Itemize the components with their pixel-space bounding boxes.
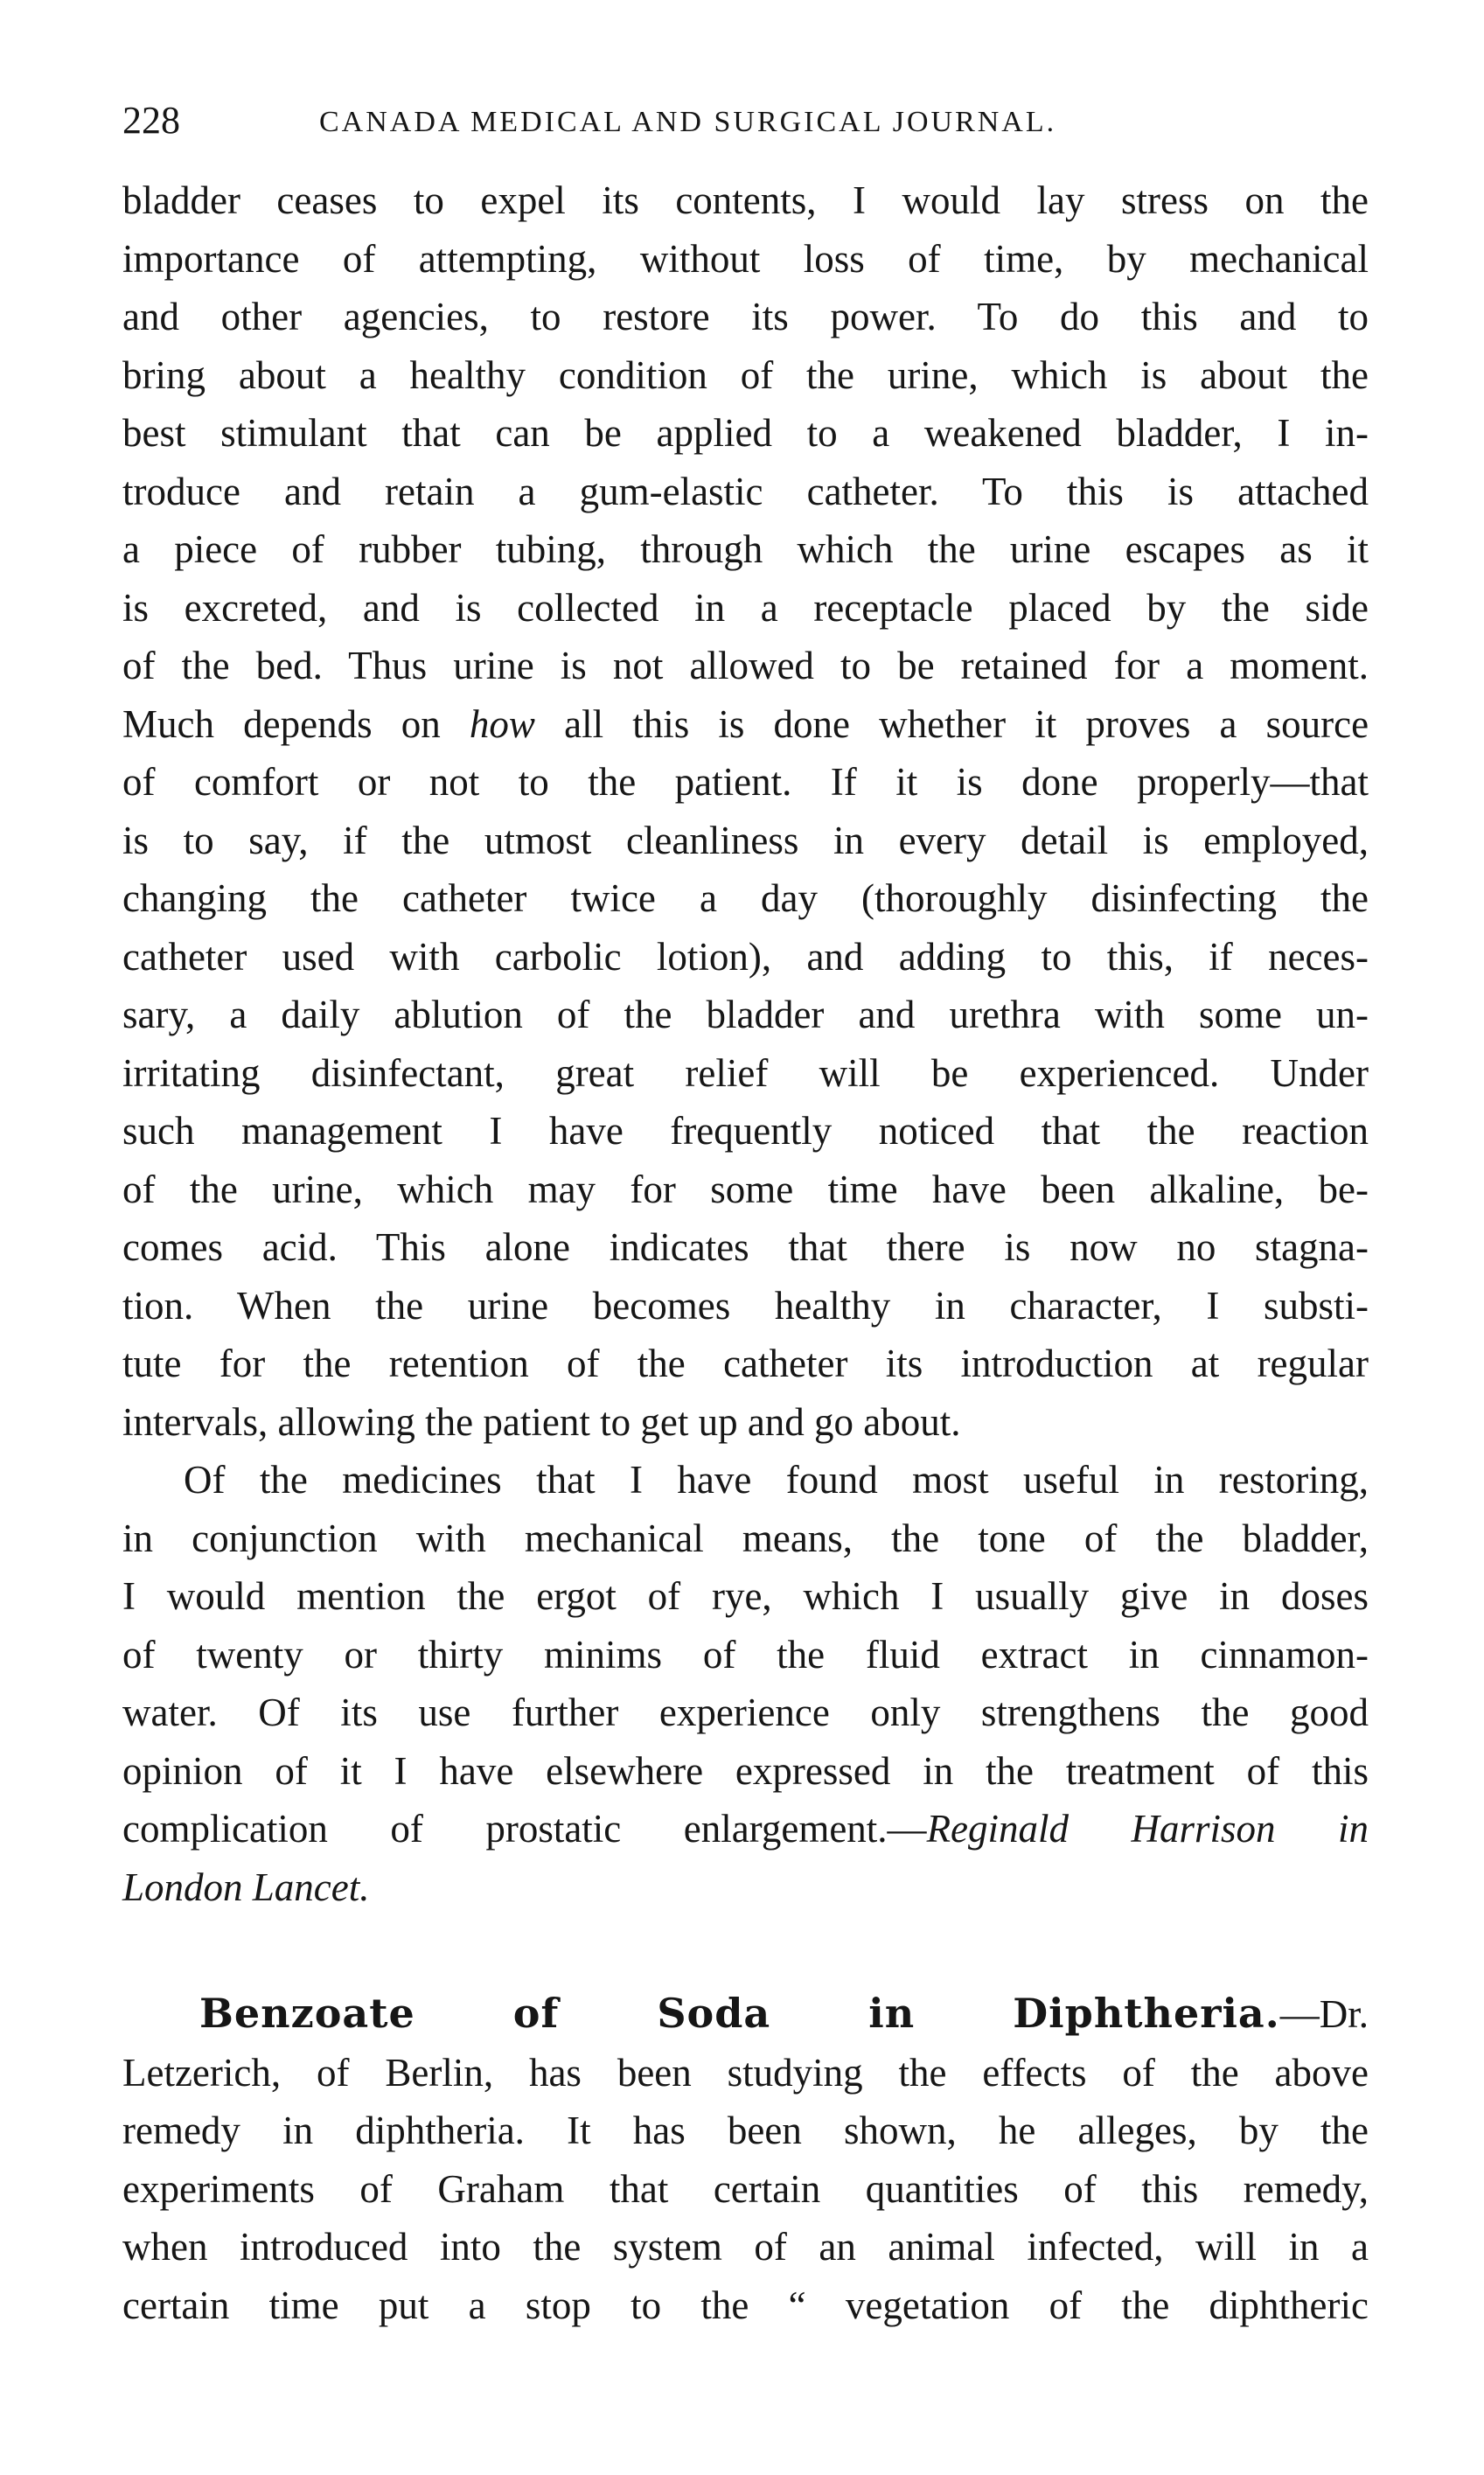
text-line: in conjunction with mechanical means, the tone of the bladder, — [122, 1516, 1369, 1560]
text-fragment: —Dr. — [1279, 1992, 1369, 2036]
text-line: tute for the retention of the catheter its introduction at regular — [122, 1342, 1369, 1385]
paragraph-continued — [122, 171, 1369, 1451]
text-fragment: depends on — [243, 701, 441, 746]
text-line: a piece of rubber tubing, through which the urine escapes as it — [122, 527, 1369, 571]
page-number: 228 — [122, 99, 180, 142]
article-heading: Benzoate of Soda in Diphtheria. — [199, 1990, 1280, 2037]
text-fragment: all this is done whether it proves a source — [564, 701, 1369, 746]
text-line: water. Of its use further experience only strengthens the good — [122, 1691, 1369, 1734]
text-line: Letzerich, of Berlin, has been studying the effects of the above — [122, 2050, 1369, 2095]
text-line: of the bed. Thus urine is not allowed to be retained for a moment. — [122, 644, 1369, 687]
text-line: experiments of Graham that certain quantities of this remedy, — [122, 2166, 1369, 2211]
text-fragment: complication of prostatic enlargement.— — [122, 1807, 927, 1851]
text-line — [122, 695, 1369, 754]
text-line: of comfort or not to the patient. If it is done properly—that — [122, 760, 1369, 804]
journal-title: CANADA MEDICAL AND SURGICAL JOURNAL. — [319, 106, 1057, 138]
text-line: remedy in diphtheria. It has been shown, he alleges, by the — [122, 2109, 1369, 2152]
text-line: is to say, if the utmost cleanliness in every detail is employed, — [122, 818, 1369, 862]
text-line: opinion of it I have elsewhere expressed in the treatment of this — [122, 1748, 1369, 1793]
article-body — [122, 171, 1369, 2334]
article-benzoate — [122, 1984, 1369, 2334]
text-line: best stimulant that can be applied to a weakened bladder, I in- — [122, 411, 1369, 455]
text-line — [122, 1858, 1369, 1917]
text-line: sary, a daily ablution of the bladder and urethra with some un- — [122, 993, 1369, 1036]
citation-author: Reginald Harrison in — [926, 1807, 1369, 1851]
text-line: of twenty or thirty minims of the fluid extract in cinnamon- — [122, 1632, 1369, 1677]
paragraph-medicines — [122, 1451, 1369, 1916]
text-line: changing the catheter twice a day (thoroughly disinfecting the — [122, 876, 1369, 920]
text-line: troduce and retain a gum-elastic catheter. To this is attached — [122, 469, 1369, 513]
text-line: such management I have frequently noticed that the reaction — [122, 1109, 1369, 1153]
text-line: of the urine, which may for some time have been alkaline, be- — [122, 1167, 1369, 1211]
text-line: intervals, allowing the patient to get up and go about. — [122, 1399, 961, 1444]
text-line: certain time put a stop to the “ vegetation of the diphtheric — [122, 2283, 1369, 2327]
text-line: bring about a healthy condition of the urine, which is about the — [122, 352, 1369, 397]
running-header — [122, 94, 1369, 147]
document-page — [122, 94, 1369, 2334]
section-gap — [122, 1916, 1369, 1984]
word-much: Much — [122, 701, 214, 746]
text-line: importance of attempting, without loss of time, by mechanical — [122, 236, 1369, 281]
text-line — [122, 1984, 1369, 2044]
text-line: Of the medicines that I have found most useful in restoring, — [184, 1458, 1369, 1502]
italic-how: how — [469, 701, 535, 746]
text-line: comes acid. This alone indicates that there is now no stagna- — [122, 1225, 1369, 1269]
text-line: bladder ceases to expel its contents, I would lay stress on the — [122, 178, 1369, 222]
text-line: irritating disinfectant, great relief will be experienced. Under — [122, 1050, 1369, 1095]
text-line: and other agencies, to restore its power. To do this and to — [122, 295, 1369, 338]
text-line — [122, 1800, 1369, 1858]
citation-source: London Lancet. — [122, 1865, 370, 1909]
text-line: when introduced into the system of an animal infected, will in a — [122, 2225, 1369, 2269]
text-line: catheter used with carbolic lotion), and adding to this, if neces- — [122, 934, 1369, 979]
text-line: tion. When the urine becomes healthy in character, I substi- — [122, 1283, 1369, 1328]
text-line: I would mention the ergot of rye, which I usually give in doses — [122, 1574, 1369, 1618]
text-line: is excreted, and is collected in a receptacle placed by the side — [122, 585, 1369, 630]
